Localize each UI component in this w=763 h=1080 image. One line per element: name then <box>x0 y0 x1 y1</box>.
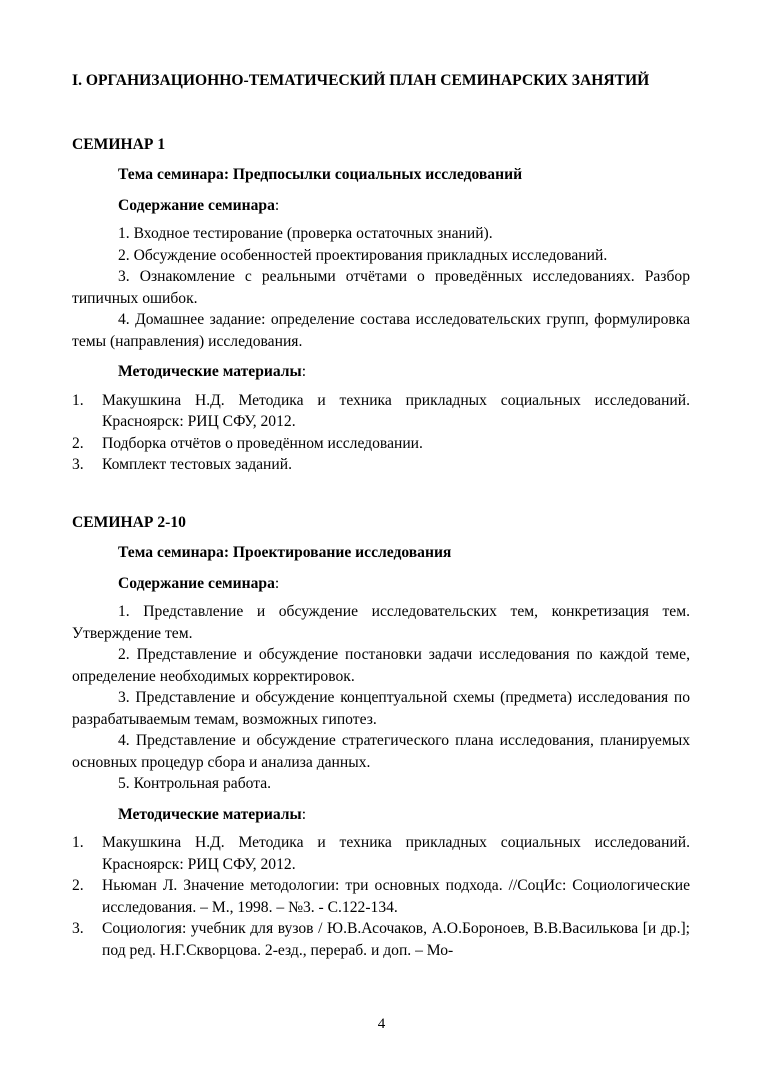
materials-list <box>72 390 690 476</box>
seminar-topic: Тема семинара: Проектирование исследования <box>118 544 452 561</box>
content-heading: Содержание семинара: <box>118 196 280 214</box>
material-item: 3. Социология: учебник для вузов / Ю.В.Асочаков, А.О.Бороноев, В.В.Василькова [и др.]; под ред. Н.Г.Скворцова. 2-езд., перераб. и доп. – Мо- <box>72 920 690 959</box>
page-number: 4 <box>377 1016 386 1032</box>
material-item: 2. Ньюман Л. Значение методологии: три основных подхода. //СоцИс: Социологические исследования. – М., 1998. – №3. - С.122-134. <box>72 877 690 916</box>
seminar-topic: Тема семинара: Предпосылки социальных исследований <box>118 166 523 183</box>
section-title: I. ОРГАНИЗАЦИОННО-ТЕМАТИЧЕСКИЙ ПЛАН СЕМИНАРСКИХ ЗАНЯТИЙ <box>72 72 650 89</box>
content-list <box>72 601 690 795</box>
seminar-heading: СЕМИНАР 1 <box>72 135 166 153</box>
content-item: 1. Представление и обсуждение исследовательских тем, конкретизация тем. Утверждение тем. <box>72 603 690 642</box>
content-heading: Содержание семинара: <box>118 574 280 592</box>
material-item: 1. Макушкина Н.Д. Методика и техника прикладных социальных исследований. Красноярск: РИЦ СФУ, 2012. <box>72 391 690 430</box>
content-list <box>72 223 690 352</box>
seminar-2-10 <box>72 512 690 962</box>
materials-heading: Методические материалы: <box>118 363 307 380</box>
content-item: 3. Представление и обсуждение концептуальной схемы (предмета) исследования по разрабатываемым темам, возможных гипотез. <box>72 689 690 728</box>
material-item: 1. Макушкина Н.Д. Методика и техника прикладных социальных исследований. Красноярск: РИЦ СФУ, 2012. <box>72 834 690 873</box>
material-item: 2. Подборка отчётов о проведённом исследовании. <box>72 434 423 452</box>
document-page <box>72 70 690 961</box>
content-item: 3. Ознакомление с реальными отчётами о проведённых исследованиях. Разбор типичных ошибок. <box>72 268 690 307</box>
content-item: 4. Домашнее задание: определение состава исследовательских групп, формулировка темы (направления) исследования. <box>72 311 690 350</box>
content-item: 2. Представление и обсуждение постановки задачи исследования по каждой теме, определение необходимых корректировок. <box>72 646 690 685</box>
seminar-1 <box>72 134 690 476</box>
content-item: 1. Входное тестирование (проверка остаточных знаний). <box>118 225 493 242</box>
content-item: 5. Контрольная работа. <box>118 775 272 792</box>
content-item: 2. Обсуждение особенностей проектирования прикладных исследований. <box>118 246 608 264</box>
materials-heading: Методические материалы: <box>118 805 307 823</box>
content-item: 4. Представление и обсуждение стратегического плана исследования, планируемых основных процедур сбора и анализа данных. <box>72 732 690 771</box>
material-item: 3. Комплект тестовых заданий. <box>72 456 292 473</box>
materials-list <box>72 832 690 961</box>
seminar-heading: СЕМИНАР 2-10 <box>72 513 186 531</box>
